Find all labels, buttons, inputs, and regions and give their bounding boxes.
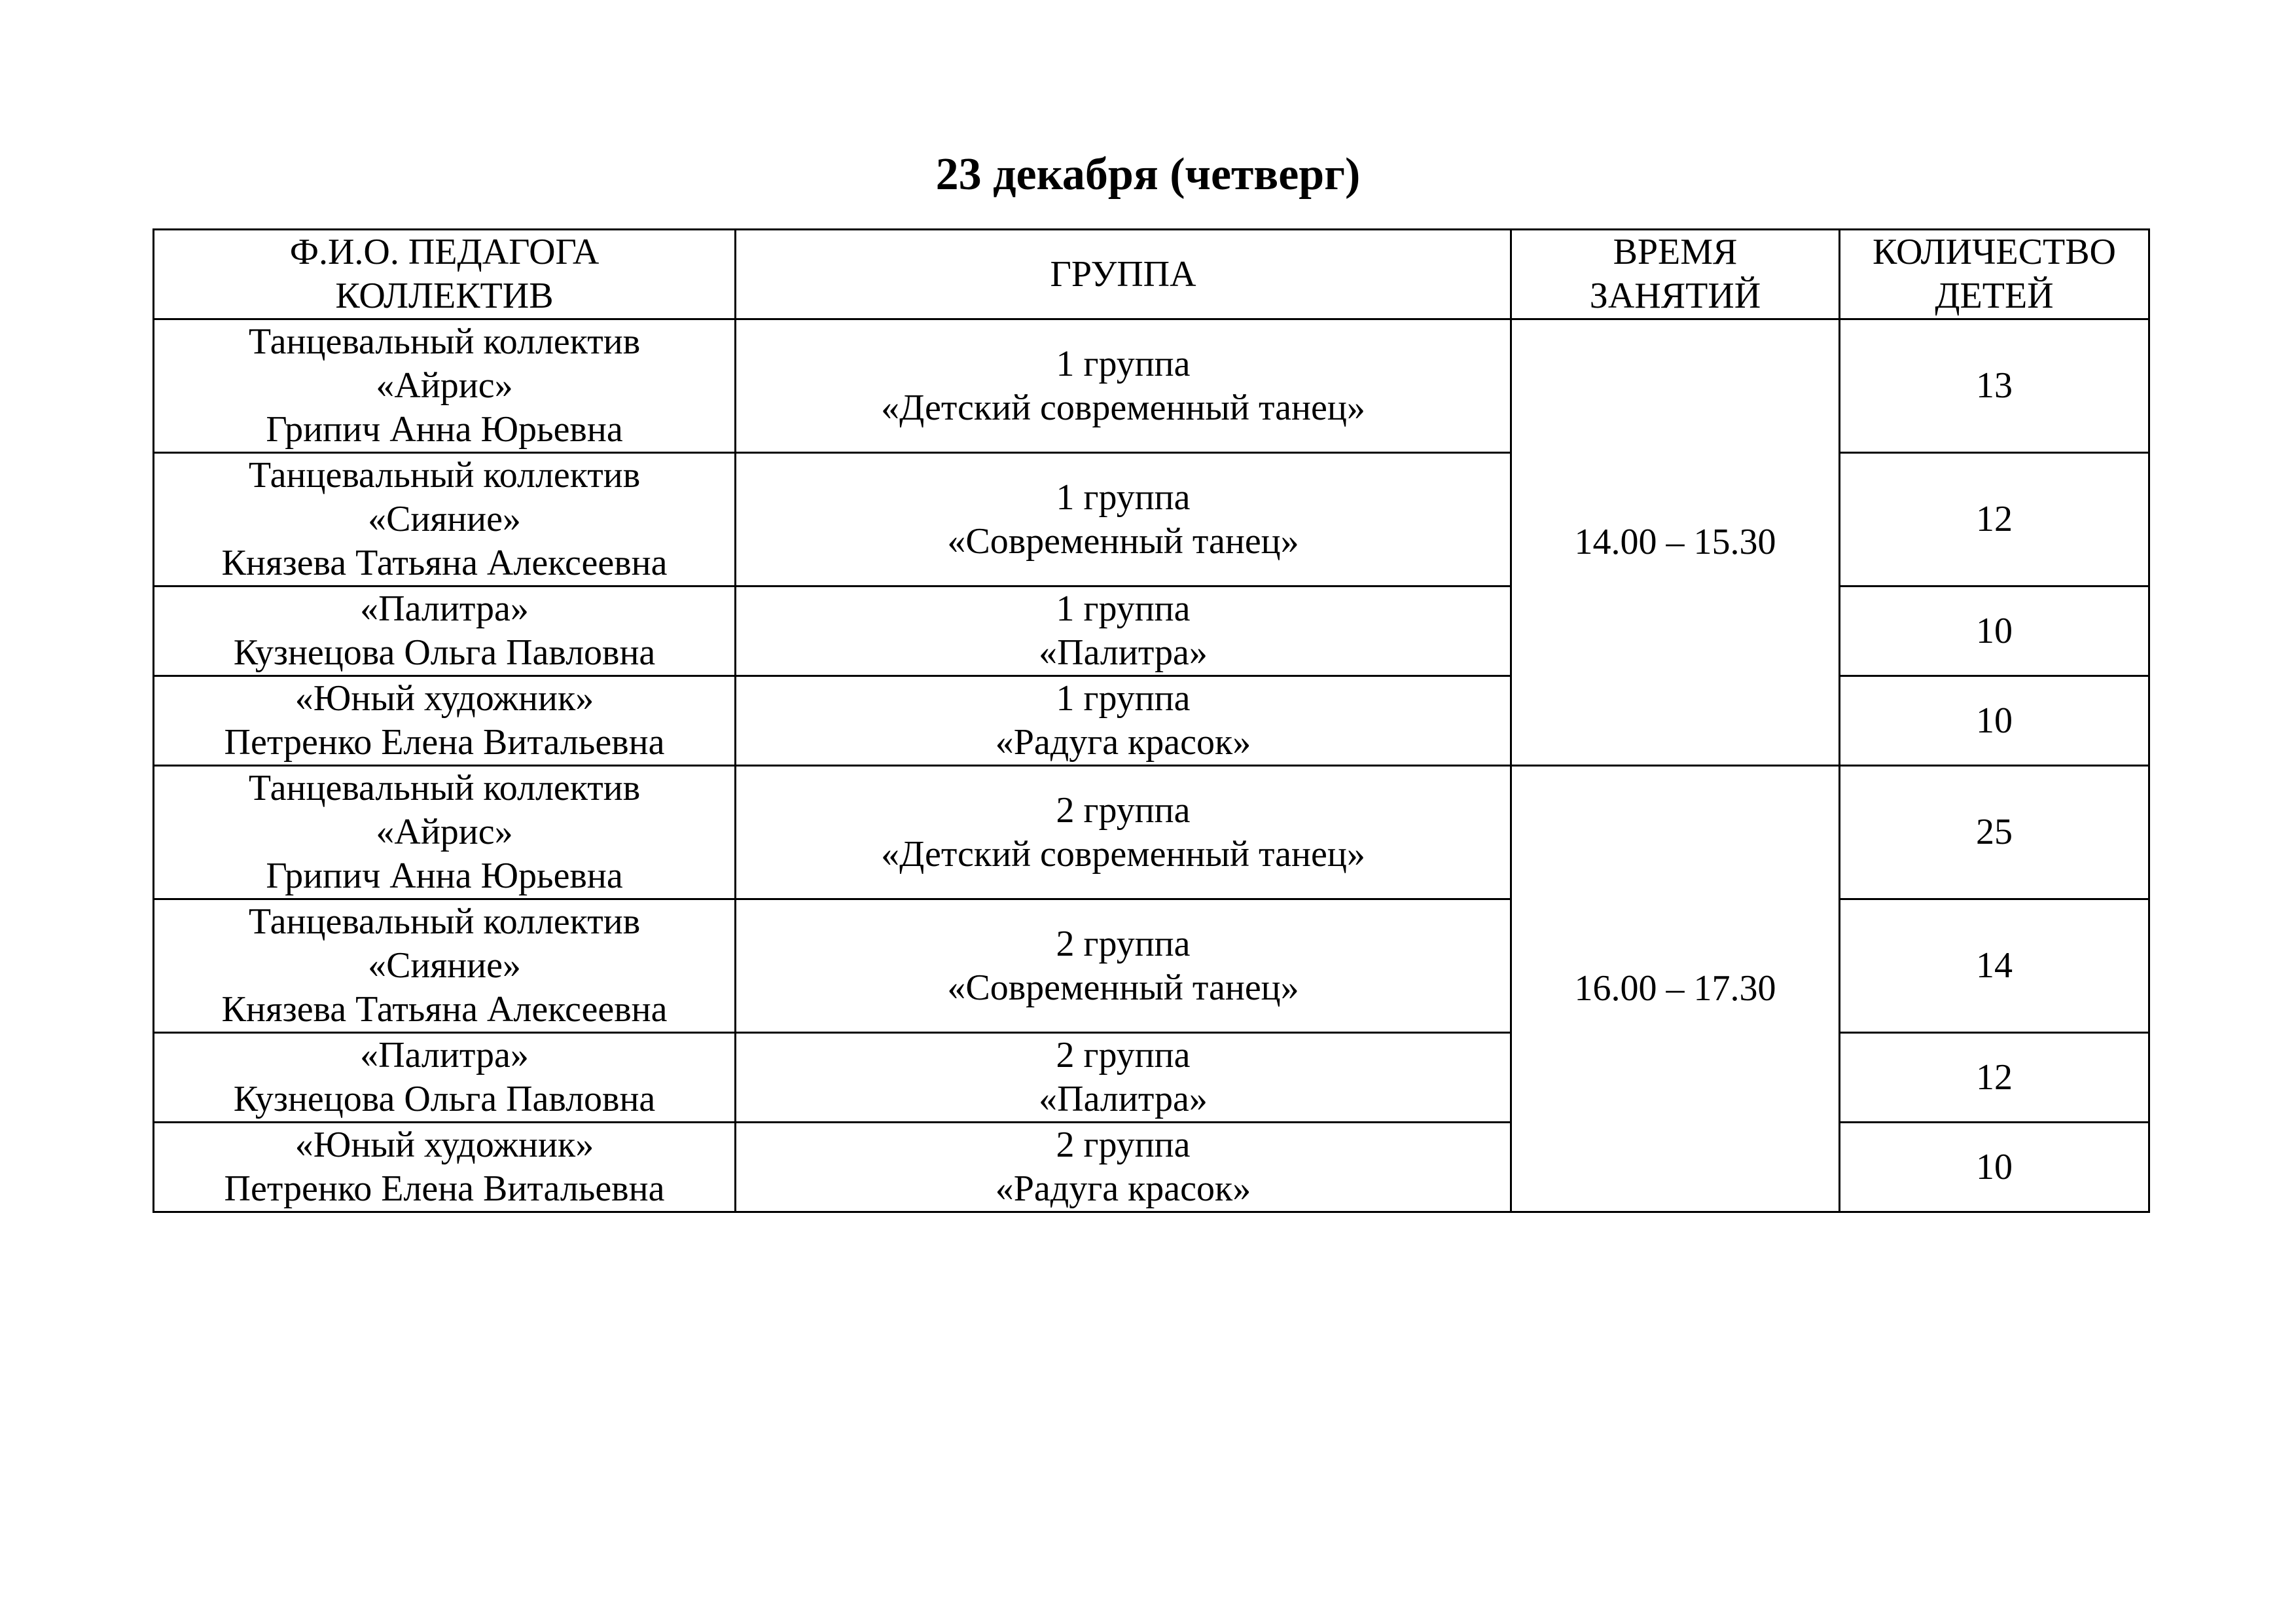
group-number: 1 группа <box>1056 477 1191 518</box>
teacher-name: Петренко Елена Витальевна <box>224 722 665 763</box>
teacher-name: Петренко Елена Витальевна <box>224 1168 665 1209</box>
group-number: 2 группа <box>1056 923 1191 964</box>
count-cell: 10 <box>1840 676 2149 766</box>
collective-title: «Юный художник» <box>295 1125 594 1165</box>
teacher-name: Грипич Анна Юрьевна <box>266 409 623 450</box>
header-count-line: КОЛИЧЕСТВО <box>1873 232 2116 272</box>
teacher-name: Грипич Анна Юрьевна <box>266 856 623 896</box>
group-number: 2 группа <box>1056 1125 1191 1165</box>
group-number: 2 группа <box>1056 789 1191 831</box>
header-count-line: ДЕТЕЙ <box>1935 276 2054 316</box>
teacher-cell <box>154 586 736 676</box>
collective-name: Танцевальный коллектив <box>248 901 641 942</box>
count-cell: 12 <box>1840 1033 2149 1123</box>
header-time <box>1511 230 1840 319</box>
header-teacher-line: Ф.И.О. ПЕДАГОГА <box>289 232 600 272</box>
group-number: 1 группа <box>1056 343 1191 384</box>
table-row <box>154 766 2149 899</box>
header-group-label: ГРУППА <box>1050 253 1196 295</box>
group-program: «Детский современный танец» <box>881 833 1365 875</box>
group-program: «Радуга красок» <box>995 722 1251 763</box>
teacher-name: Князева Татьяна Алексеевна <box>221 989 668 1030</box>
group-program: «Радуга красок» <box>995 1168 1251 1209</box>
schedule-table <box>152 228 2150 1213</box>
group-cell <box>736 586 1511 676</box>
header-teacher-line: КОЛЛЕКТИВ <box>335 276 554 316</box>
group-number: 1 группа <box>1056 588 1191 629</box>
count-cell: 10 <box>1840 586 2149 676</box>
table-row <box>154 586 2149 676</box>
group-number: 1 группа <box>1056 678 1191 719</box>
header-count <box>1840 230 2149 319</box>
collective-title: «Айрис» <box>376 812 513 852</box>
group-program: «Палитра» <box>1039 1079 1208 1119</box>
group-cell <box>736 453 1511 586</box>
group-program: «Палитра» <box>1039 632 1208 673</box>
table-row <box>154 676 2149 766</box>
group-program: «Современный танец» <box>947 967 1299 1008</box>
table-row <box>154 1033 2149 1123</box>
header-time-line: ЗАНЯТИЙ <box>1589 276 1761 316</box>
page-title: 23 декабря (четверг) <box>935 149 1361 200</box>
table-row <box>154 319 2149 453</box>
collective-title: «Палитра» <box>360 588 529 629</box>
collective-title: «Сияние» <box>368 945 521 986</box>
teacher-name: Князева Татьяна Алексеевна <box>221 543 668 583</box>
count-cell: 25 <box>1840 766 2149 899</box>
count-cell: 14 <box>1840 899 2149 1033</box>
time-cell: 16.00 – 17.30 <box>1511 766 1840 1212</box>
header-group <box>736 230 1511 319</box>
collective-title: «Сияние» <box>368 499 521 539</box>
group-cell <box>736 1123 1511 1212</box>
teacher-cell <box>154 1123 736 1212</box>
group-cell <box>736 319 1511 453</box>
teacher-name: Кузнецова Ольга Павловна <box>233 632 656 673</box>
group-cell <box>736 676 1511 766</box>
group-program: «Современный танец» <box>947 520 1299 562</box>
teacher-cell <box>154 1033 736 1123</box>
group-cell <box>736 1033 1511 1123</box>
teacher-cell <box>154 319 736 453</box>
teacher-cell <box>154 899 736 1033</box>
collective-name: Танцевальный коллектив <box>248 321 641 362</box>
collective-title: «Айрис» <box>376 365 513 406</box>
time-cell: 14.00 – 15.30 <box>1511 319 1840 766</box>
table-header-row <box>154 230 2149 319</box>
header-time-line: ВРЕМЯ <box>1613 232 1738 272</box>
group-number: 2 группа <box>1056 1035 1191 1075</box>
group-cell <box>736 766 1511 899</box>
header-teacher <box>154 230 736 319</box>
collective-title: «Палитра» <box>360 1035 529 1075</box>
collective-name: Танцевальный коллектив <box>248 455 641 496</box>
table-row <box>154 1123 2149 1212</box>
table-row <box>154 453 2149 586</box>
count-cell: 12 <box>1840 453 2149 586</box>
group-cell <box>736 899 1511 1033</box>
count-cell: 13 <box>1840 319 2149 453</box>
collective-name: Танцевальный коллектив <box>248 768 641 808</box>
teacher-name: Кузнецова Ольга Павловна <box>233 1079 656 1119</box>
count-cell: 10 <box>1840 1123 2149 1212</box>
table-row <box>154 899 2149 1033</box>
teacher-cell <box>154 766 736 899</box>
teacher-cell <box>154 676 736 766</box>
teacher-cell <box>154 453 736 586</box>
group-program: «Детский современный танец» <box>881 387 1365 428</box>
collective-title: «Юный художник» <box>295 678 594 719</box>
